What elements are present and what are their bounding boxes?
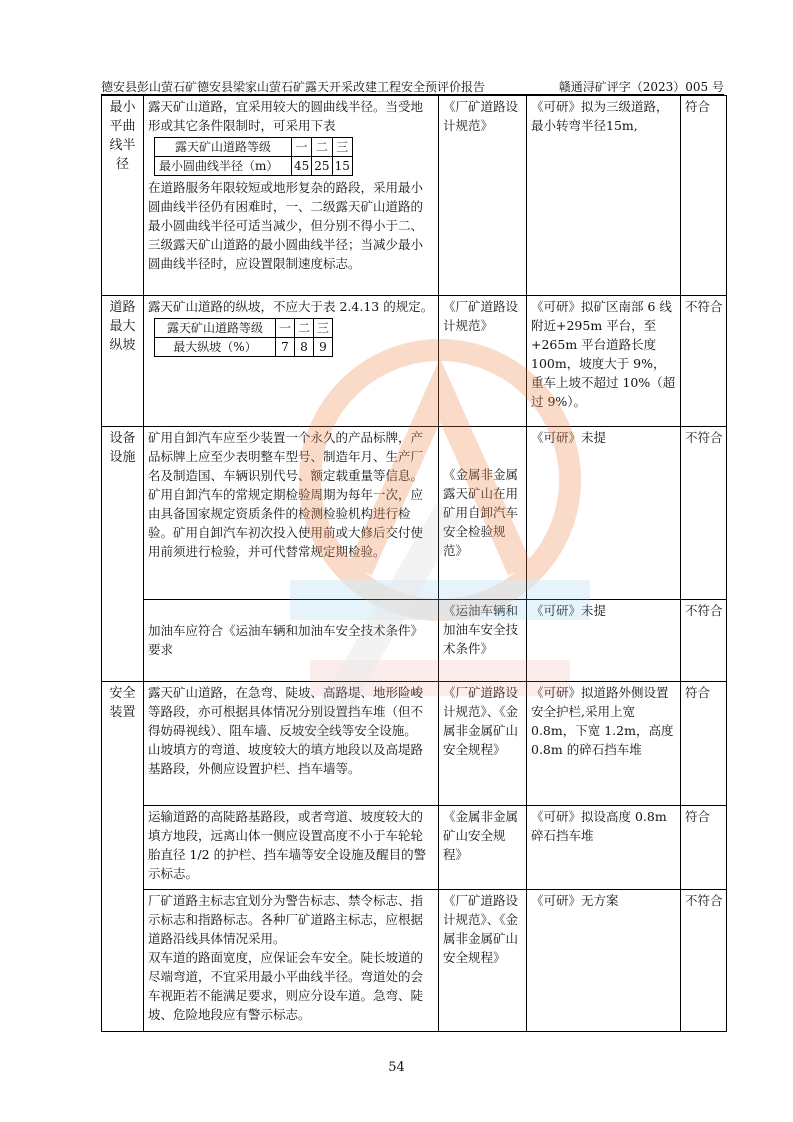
table-row — [102, 96, 727, 296]
actual-cell: 《可研》拟设高度 0.8m 碎石挡车堆 — [527, 806, 681, 890]
table-row — [102, 296, 727, 427]
actual-cell: 《可研》拟道路外侧设置安全护栏,采用上宽 0.8m，下宽 1.2m，高度 0.8m 的碎石挡车堆 — [527, 682, 681, 806]
basis-cell: 《金属非金属矿山安全规程》 — [439, 806, 527, 890]
report-number: 赣通浔矿评字（2023）005 号 — [558, 80, 724, 94]
requirement-cell: 露天矿山道路的纵坡，不应大于表 2.4.13 的规定。 露天矿山道路等级 一 二 三 最大纵坡（%） 7 8 9 — [144, 296, 439, 427]
category-cell: 安全 装置 — [102, 682, 144, 1032]
category-cell: 道路 最大 纵坡 — [102, 296, 144, 427]
requirement-cell: 露天矿山道路，宜采用较大的圆曲线半径。当受地形或其它条件限制时，可采用下表 露天矿山道路等级 一 二 三 最小圆曲线半径（m） 45 25 15 在道路服务年限较短或地形复杂的路段，采用最小圆曲线半径仍有困难时，一、二级露天矿山道路的最小圆曲线半径可适当减少，但分别不得小于二、三级露天矿山道路的最小圆曲线半径；当减少最小圆曲线半径时，应设置限制速度标志。 — [144, 96, 439, 296]
result-cell: 符合 — [681, 682, 727, 806]
report-title: 德安县彭山萤石矿德安县梁家山萤石矿露天开采改建工程安全预评价报告 — [101, 80, 486, 94]
requirement-cell: 运输道路的高陡路基路段，或者弯道、坡度较大的填方地段，远离山体一侧应设置高度不小于车轮轮胎直径 1/2 的护栏、挡车墙等安全设施及醒目的警示标志。 — [144, 806, 439, 890]
result-cell: 不符合 — [681, 296, 727, 427]
table-row — [102, 890, 727, 1032]
max-grade-subtable: 露天矿山道路等级 一 二 三 最大纵坡（%） 7 8 9 — [154, 318, 333, 357]
requirement-cell: 厂矿道路主标志宜划分为警告标志、禁令标志、指示标志和指路标志。各种厂矿道路主标志，应根据道路沿线具体情况采用。 双车道的路面宽度，应保证会车安全。陡长坡道的尽端弯道，不宜采用最小平曲线半径。弯道处的会车视距若不能满足要求，则应分设车道。急弯、陡坡、危险地段应有警示标志。 — [144, 890, 439, 1032]
result-cell: 不符合 — [681, 427, 727, 600]
actual-cell: 《可研》无方案 — [527, 890, 681, 1032]
actual-cell: 《可研》拟为三级道路，最小转弯半径15m, — [527, 96, 681, 296]
requirement-cell: 露天矿山道路，在急弯、陡坡、高路堤、地形险峻等路段，亦可根据具体情况分别设置挡车堆（但不得妨碍视线）、阻车墙、反坡安全线等安全设施。 山坡填方的弯道、坡度较大的填方地段以及高堤路基路段，外侧应设置护栏、挡车墙等。 — [144, 682, 439, 806]
basis-cell: 《厂矿道路设计规范》 — [439, 96, 527, 296]
result-cell: 不符合 — [681, 600, 727, 682]
table-row — [102, 600, 727, 682]
basis-cell: 《厂矿道路设计规范》、《金属非金属矿山安全规程》 — [439, 890, 527, 1032]
result-cell: 不符合 — [681, 890, 727, 1032]
basis-cell: 《运油车辆和加油车安全技术条件》 — [439, 600, 527, 682]
page-number: 54 — [388, 1060, 405, 1075]
table-row — [102, 682, 727, 806]
basis-cell: 《厂矿道路设计规范》、《金属非金属矿山安全规程》 — [439, 682, 527, 806]
requirement-cell: 矿用自卸汽车应至少装置一个永久的产品标牌，产品标牌上应至少表明整车型号、制造年月、生产厂名及制造国、车辆识别代号、额定载重量等信息。矿用自卸汽车的常规定期检验周期为每年一次，应由具备国家规定资质条件的检测检验机构进行检验。矿用自卸汽车初次投入使用前或大修后交付使用前须进行检验，并可代替常规定期检验。 — [144, 427, 439, 600]
actual-cell: 《可研》未提 — [527, 600, 681, 682]
evaluation-table — [101, 95, 727, 1032]
basis-cell: 《金属非金属露天矿山在用矿用自卸汽车安全检验规范》 — [439, 427, 527, 600]
category-cell: 设备 设施 — [102, 427, 144, 682]
result-cell: 符合 — [681, 806, 727, 890]
result-cell: 符合 — [681, 96, 727, 296]
table-row — [102, 806, 727, 890]
basis-cell: 《厂矿道路设计规范》 — [439, 296, 527, 427]
actual-cell: 《可研》拟矿区南部 6 线附近+295m 平台，至+265m 平台道路长度 100m，坡度大于 9%，重车上坡不超过 10%（超过 9%）。 — [527, 296, 681, 427]
actual-cell: 《可研》未提 — [527, 427, 681, 600]
table-row — [102, 427, 727, 600]
category-cell: 最小 平曲 线半 径 — [102, 96, 144, 296]
requirement-cell: 加油车应符合《运油车辆和加油车安全技术条件》要求 — [144, 600, 439, 682]
curve-radius-subtable: 露天矿山道路等级 一 二 三 最小圆曲线半径（m） 45 25 15 — [154, 137, 353, 176]
